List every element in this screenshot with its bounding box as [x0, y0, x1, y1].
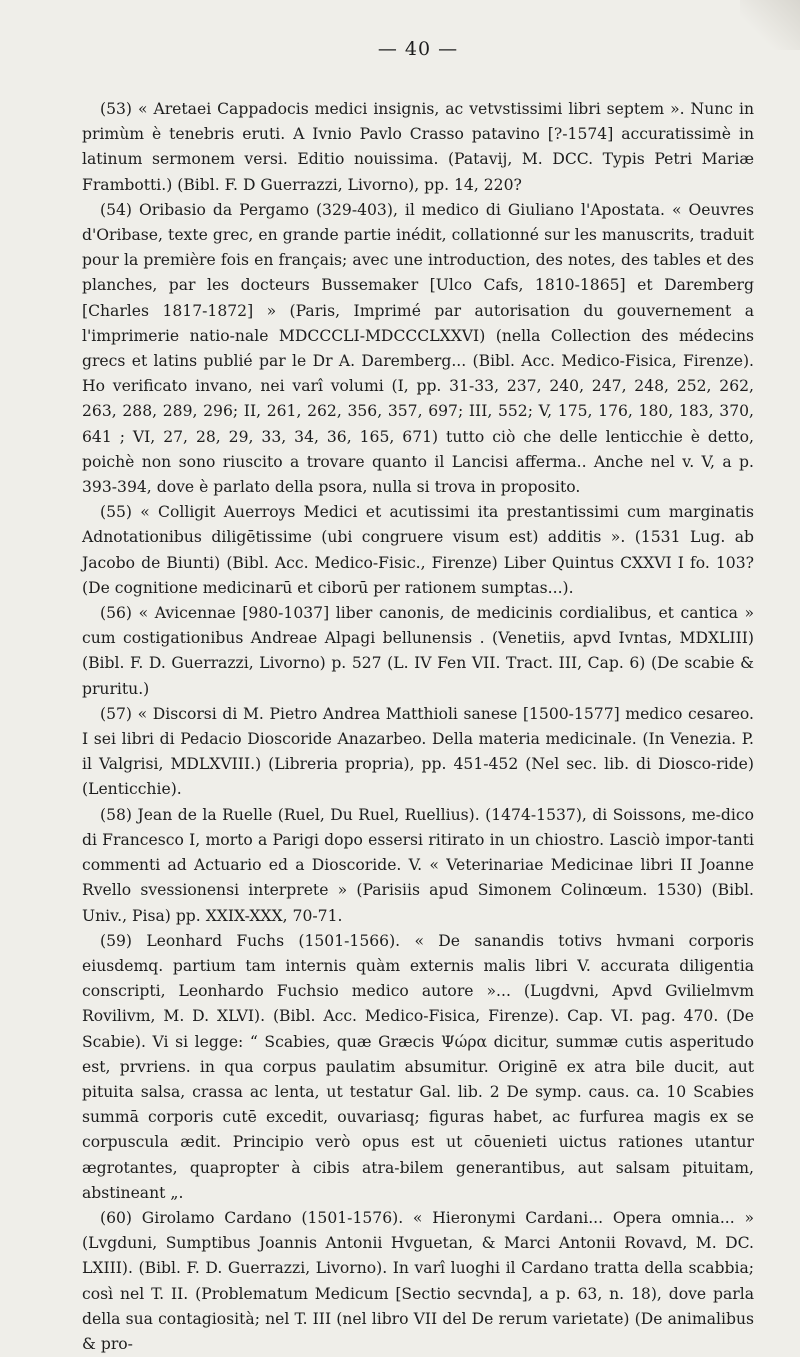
footnote-53 — [82, 97, 754, 198]
footnote-number: (60) — [100, 1208, 142, 1227]
footnote-60 — [82, 1206, 754, 1357]
footnote-text: « Colligit Auerroys Medici et acutissimi ita prestantissimi cum marginatis Adnotationibus diligētissime (ubi congruere visum est) additis ». (1531 Lug. ab Jacobo de Biunti) (Bibl. Acc. Medico-Fisic., Firenze) Liber Quintus CXXVI I fo. 103? (De cognitione medicinarū et ciborū per rationem sumptas...). — [82, 503, 755, 597]
footnote-number: (59) — [100, 931, 147, 950]
footnote-number: (54) — [100, 200, 139, 219]
footnote-58 — [82, 803, 754, 929]
footnote-56 — [82, 601, 754, 702]
footnote-number: (53) — [100, 100, 138, 118]
footnote-number: (56) — [100, 604, 139, 623]
footnote-54 — [82, 198, 754, 500]
footnote-text: « Avicennae [980-1037] liber canonis, de medicinis cordialibus, et cantica » cum costigationibus Andreae Alpagi bellunensis . (Venetiis, apvd Ivntas, MDXLIII) (Bibl. F. D. Guerrazzi, Livorno) p. 527 (L. IV Fen VII. Tract. III, Cap. 6) (De scabie & pruritu.) — [82, 604, 754, 698]
footnote-number: (58) — [100, 805, 138, 824]
footnote-57 — [82, 702, 754, 803]
page-corner-shadow — [740, 0, 800, 50]
footnote-59 — [82, 929, 754, 1206]
footnote-number: (55) — [100, 503, 141, 522]
footnote-text: Leonhard Fuchs (1501-1566). « De sanandis totivs hvmani corporis eiusdemq. partium tam internis quàm externis malis libri V. accurata diligentia conscripti, Leonhardo Fuchsio medico autore »... (Lugdvni, Apvd Gvilielmvm Rovilivm, M. D. XLVI). (Bibl. Acc. Medico-Fisica, Firenze). Cap. VI. pag. 470. (De Scabie). Vi si legge: “ Scabies, quæ Græcis Ψώρα dicitur, summæ cutis asperitudo est, prvriens. in qua corpus paulatim absumitur. Originē ex atra bile ducit, aut pituita salsa, crassa ac lenta, ut testatur Gal. lib. 2 De symp. caus. ca. 10 Scabies summā corporis cutē excedit, ouvariasq; figuras habet, ac furfurea magis ex se corpuscula ædit. Principio verò opus est ut cōuenieti uictus rationes utantur ægrotantes, quapropter à cibis atra-bilem generantibus, aut salsam pituitam, abstineant „. — [82, 931, 754, 1202]
page-number: — 40 — — [377, 38, 459, 60]
footnote-text: Jean de la Ruelle (Ruel, Du Ruel, Ruellius). (1474-1537), di Soissons, me-dico di Francesco I, morto a Parigi dopo essersi ritirato in un chiostro. Lasciò impor-tanti commenti ad Actuario ed a Dioscoride. V. « Veterinariae Medicinae libri II Joanne Rvello svessionensi interprete » (Parisiis apud Simonem Colinœum. 1530) (Bibl. Univ., Pisa) pp. XXIX-XXX, 70-71. — [82, 805, 754, 925]
footnote-55 — [82, 500, 754, 601]
footnote-text: « Discorsi di M. Pietro Andrea Matthioli sanese [1500-1577] medico cesareo. I sei libri di Pedacio Dioscoride Anazarbeo. Della materia medicinale. (In Venezia. P. il Valgrisi, MDLXVIII.) (Libreria propria), pp. 451-452 (Nel sec. lib. di Diosco-ride) (Lenticchie). — [82, 704, 755, 799]
footnote-text: « Aretaei Cappadocis medici insignis, ac vetvstissimi libri septem ». Nunc in primùm è tenebris eruti. A Ivnio Pavlo Crasso patavino [?-1574] accuratissimè in latinum sermonem versi. Editio nouissima. (Patavij, M. DCC. Typis Petri Mariæ Frambotti.) (Bibl. F. D Guerrazzi, Livorno), pp. 14, 220? — [82, 100, 755, 194]
footnote-text: Oribasio da Pergamo (329-403), il medico di Giuliano l'Apostata. « Oeuvres d'Oribase, texte grec, en grande partie inédit, collationné sur les manuscrits, traduit pour la première fois en français; avec une introduction, des notes, des tables et des planches, par les docteurs Bussemaker [Ulco Cafs, 1810-1865] et Daremberg [Charles 1817-1872] » (Paris, Imprimé par autorisation du gouvernement a l'imprimerie natio-nale MDCCCLI-MDCCCLXXVI) (nella Collection des médecins grecs et latins publié par le Dr A. Daremberg... (Bibl. Acc. Medico-Fisica, Firenze). Ho verificato invano, nei varî volumi (I, pp. 31-33, 237, 240, 247, 248, 252, 262, 263, 288, 289, 296; II, 261, 262, 356, 357, 697; III, 552; V, 175, 176, 180, 183, 370, 641 ; VI, 27, 28, 29, 33, 34, 36, 165, 671) tutto ciò che delle lenticchie è detto, poichè non sono riuscito a trovare quanto il Lancisi afferma.. Anche nel v. V, a p. 393-394, dove è parlato della psora, nulla si trova in proposito. — [82, 200, 754, 497]
footnote-text: Girolamo Cardano (1501-1576). « Hieronymi Cardani... Opera omnia... » (Lvgduni, Sumptibus Joannis Antonii Hvguetan, & Marci Antonii Rovavd, M. DC. LXIII). (Bibl. F. D. Guerrazzi, Livorno). In varî luoghi il Cardano tratta della scabbia; così nel T. II. (Problematum Medicum [Sectio secvnda], a p. 63, n. 18), dove parla della sua contagiosità; nel T. III (nel libro VII del De rerum varietate) (De animalibus & pro- — [82, 1208, 754, 1353]
footnote-number: (57) — [100, 704, 138, 723]
